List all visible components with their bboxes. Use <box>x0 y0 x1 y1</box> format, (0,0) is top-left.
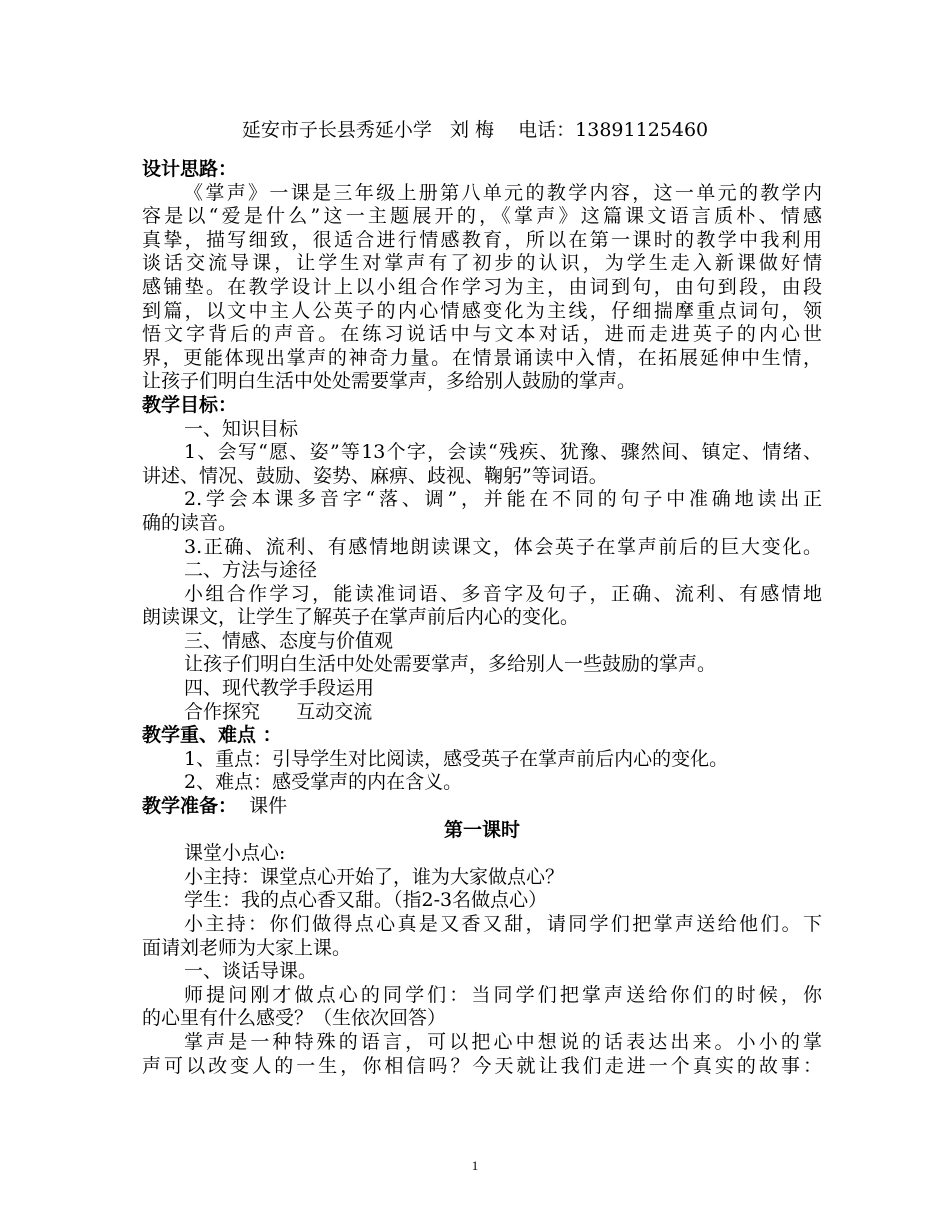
section-heading: 教学重、难点 ： <box>142 724 282 747</box>
text-line: 合作探究 互动交流 <box>184 700 373 723</box>
text-line: 1、会写“愿、姿”等13个字，会读“残疾、犹豫、骤然间、镇定、情绪、 <box>184 441 822 464</box>
section-value: 课件 <box>237 795 288 818</box>
text-line: 1、重点：引导学生对比阅读，感受英子在掌声前后内心的变化。 <box>184 747 729 770</box>
text-line: 界，更能体现出掌声的神奇力量。在情景诵读中入情，在拓展延伸中生情， <box>142 346 822 369</box>
text-line: 3.正确、流利、有感情地朗读课文，体会英子在掌声前后的巨大变化。 <box>184 535 822 558</box>
lesson-title: 第一课时 <box>443 818 520 841</box>
text-line: 一、谈话导课。 <box>184 960 318 983</box>
section-heading: 教学准备： <box>142 795 238 818</box>
text-line: 课堂小点心: <box>184 842 286 865</box>
text-line: 小主持：课堂点心开始了，谁为大家做点心？ <box>184 865 565 888</box>
text-line: 一、知识目标 <box>184 417 299 440</box>
text-line: 2.学会本课多音字“落、调”，并能在不同的句子中准确地读出正 <box>184 488 822 511</box>
text-line: 小主持：你们做得点心真是又香又甜，请同学们把掌声送给他们。下 <box>184 913 822 935</box>
text-line: 四、现代教学手段运用 <box>184 677 375 700</box>
text-line: 感铺垫。在教学设计上以小组合作学习为主，由词到句，由句到段，由段 <box>142 275 822 298</box>
text-line: 的心里有什么感受？（生依次回答） <box>142 1007 447 1030</box>
text-line: 悟文字背后的声音。在练习说话中与文本对话，进而走进英子的内心世 <box>142 323 822 346</box>
text-line: 学生：我的点心香又甜。（指2-3名做点心） <box>184 889 548 912</box>
document-header: 延安市子长县秀延小学 刘 梅 电话：13891125460 <box>241 119 709 141</box>
text-line: 面请刘老师为大家上课。 <box>142 936 352 959</box>
text-line: 朗读课文，让学生了解英子在掌声前后内心的变化。 <box>142 606 580 629</box>
text-line: 让孩子们明白生活中处处需要掌声，多给别人一些鼓励的掌声。 <box>184 653 717 676</box>
page-number: 1 <box>471 1158 479 1173</box>
text-line: 谈话交流导课，让学生对掌声有了初步的认识，为学生走入新课做好情 <box>142 252 822 275</box>
text-line: 2、难点：感受掌声的内在含义。 <box>184 771 463 794</box>
text-line: 声可以改变人的一生，你相信吗？今天就让我们走进一个真实的故事： <box>142 1054 822 1077</box>
text-line: 二、方法与途径 <box>184 559 318 582</box>
text-line: 容是以“爱是什么”这一主题展开的，《掌声》这篇课文语言质朴、情感 <box>142 205 822 228</box>
text-line: 掌声是一种特殊的语言，可以把心中想说的话表达出来。小小的掌 <box>184 1030 822 1053</box>
text-line: 讲述、情况、鼓励、姿势、麻痹、歧视、鞠躬”等词语。 <box>142 464 608 487</box>
document-body <box>142 158 822 1078</box>
text-line: 让孩子们明白生活中处处需要掌声，多给别人鼓励的掌声。 <box>142 370 637 393</box>
text-line: 到篇，以文中主人公英子的内心情感变化为主线，仔细揣摩重点词句，领 <box>142 299 822 322</box>
text-line: 三、情感、态度与价值观 <box>184 629 394 652</box>
text-line: 《掌声》一课是三年级上册第八单元的教学内容，这一单元的教学内 <box>184 181 822 204</box>
text-line: 小组合作学习，能读准词语、多音字及句子，正确、流利、有感情地 <box>184 582 822 605</box>
section-heading: 教学目标： <box>142 393 238 416</box>
section-heading: 设计思路： <box>142 158 238 180</box>
text-line: 确的读音。 <box>142 511 238 534</box>
text-line: 师提问刚才做点心的同学们：当同学们把掌声送给你们的时候，你 <box>184 983 822 1006</box>
text-line: 真挚，描写细致，很适合进行情感教育，所以在第一课时的教学中我利用 <box>142 228 822 251</box>
text-line <box>142 795 822 819</box>
